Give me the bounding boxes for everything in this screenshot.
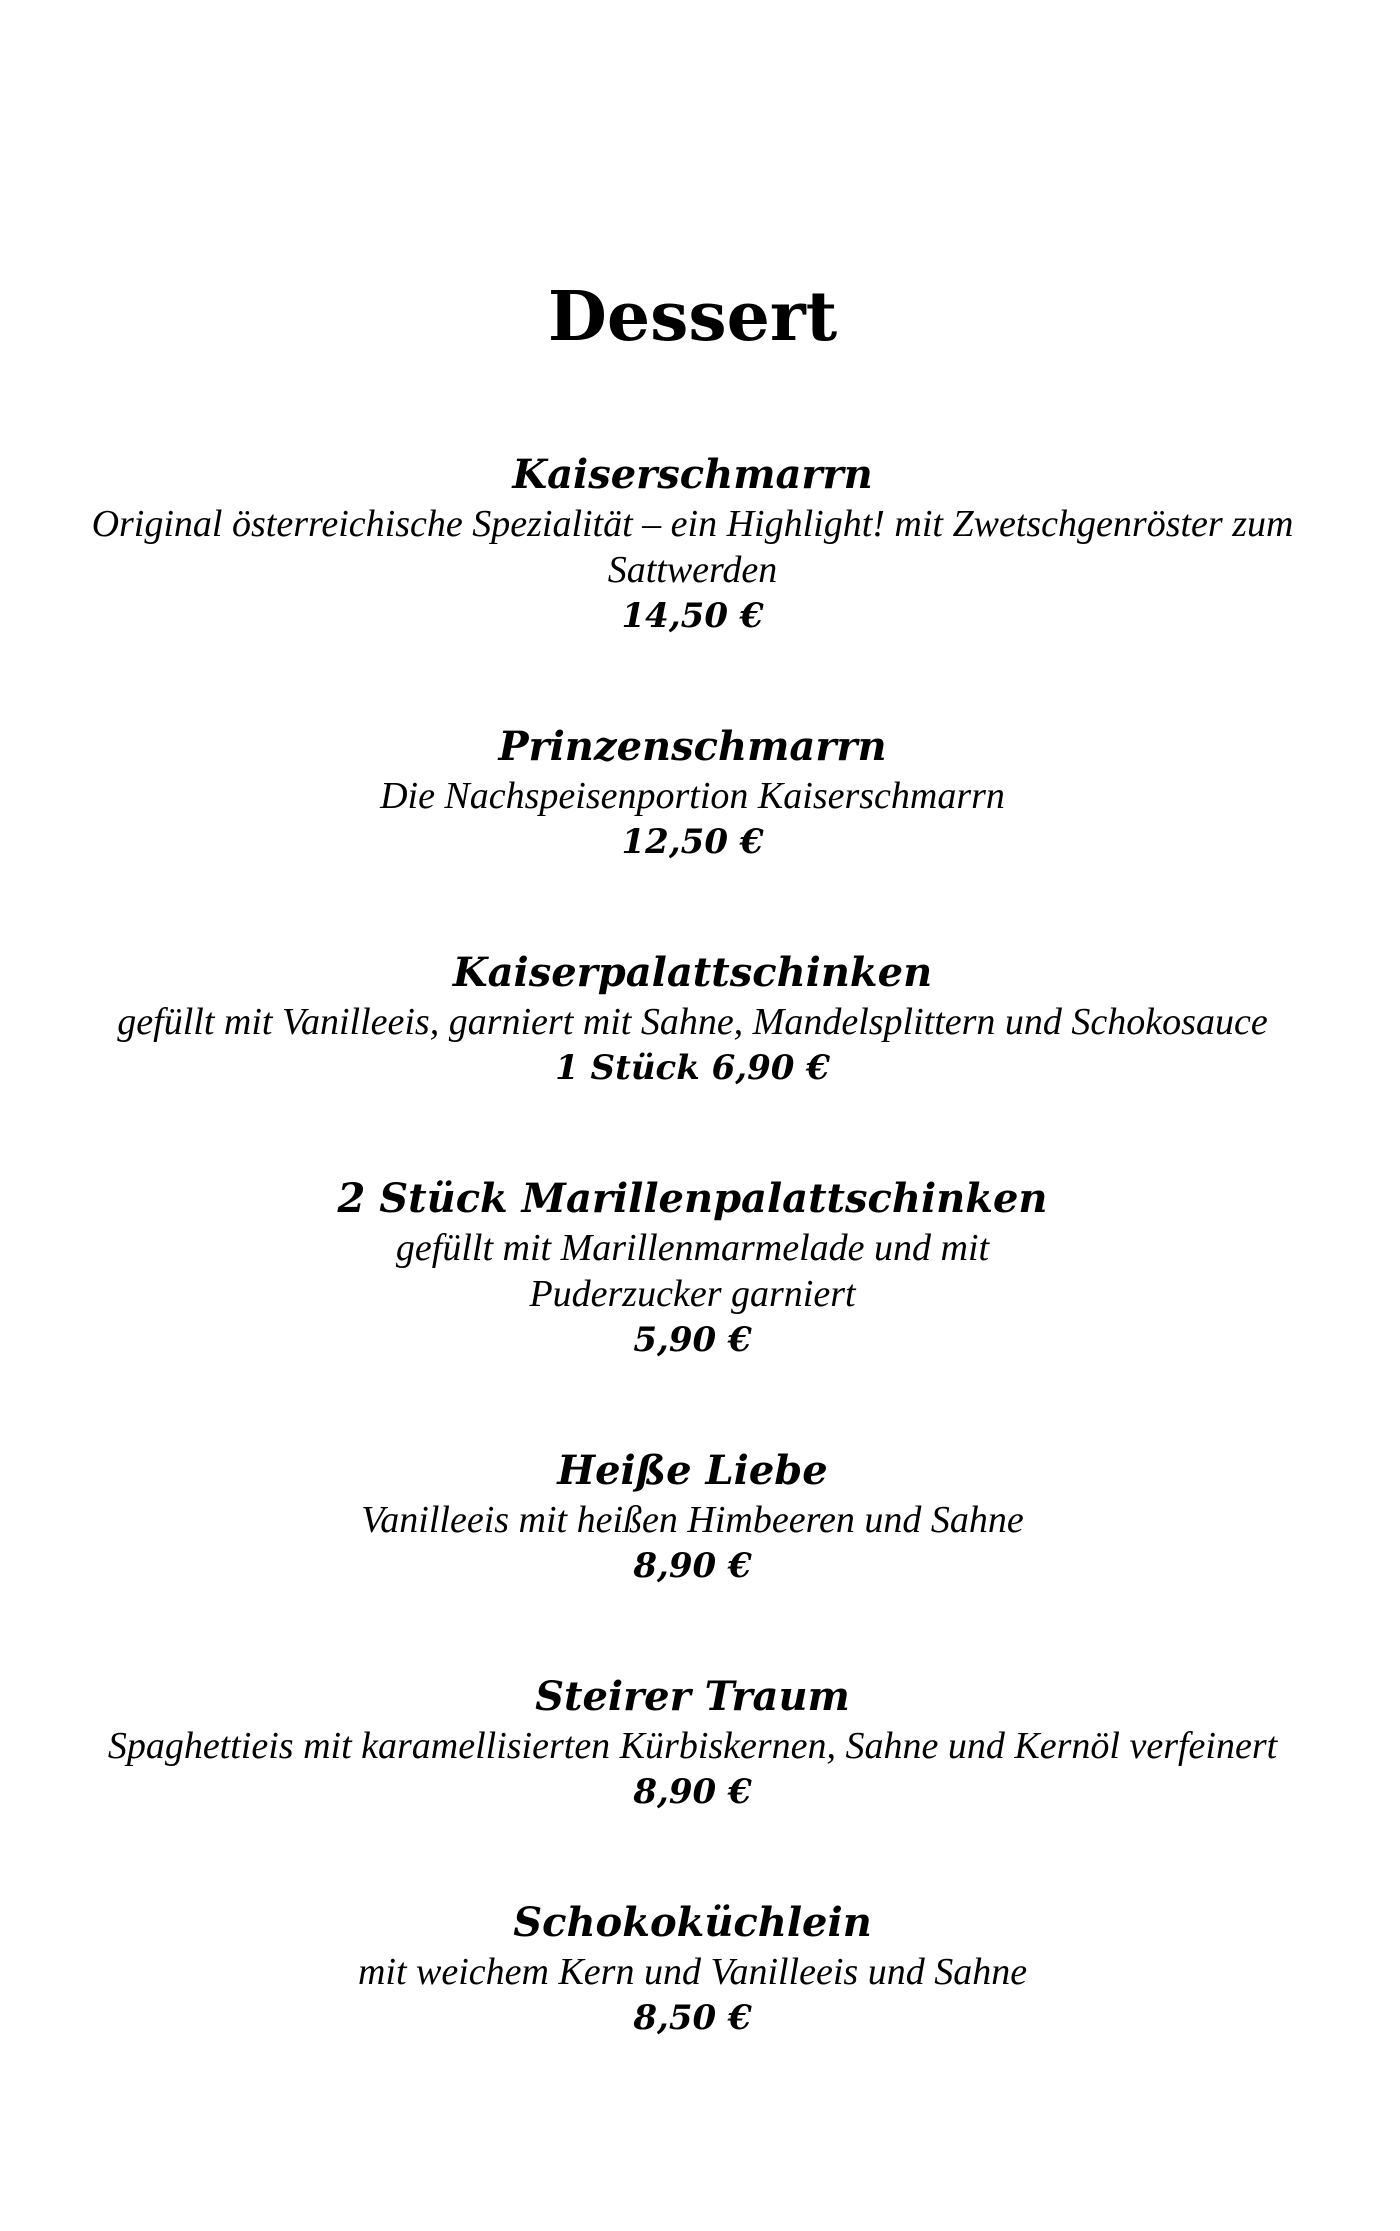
item-description: Spaghettieis mit karamellisierten Kürbiskernen, Sahne und Kernöl verfeinert — [107, 1725, 1278, 1767]
menu-item-prinzenschmarrn — [0, 720, 1385, 865]
item-description: Original österreichische Spezialität – ein Highlight! mit Zwetschgenröster zum Sattwerden — [91, 503, 1294, 591]
page-title: Dessert — [547, 277, 838, 357]
item-price: 1 Stück 6,90 € — [555, 1048, 830, 1088]
item-name: Steirer Traum — [535, 1673, 850, 1720]
dessert-menu — [0, 448, 1385, 2122]
item-price: 12,50 € — [621, 822, 764, 862]
item-name: Kaiserschmarrn — [512, 451, 873, 498]
item-description: gefüllt mit Marillenmarmelade und mit Puderzucker garniert — [395, 1227, 990, 1315]
item-price: 8,50 € — [633, 1998, 752, 2038]
item-name: Schokoküchlein — [513, 1899, 872, 1946]
menu-item-heisse-liebe — [0, 1444, 1385, 1589]
item-name: Kaiserpalattschinken — [452, 949, 933, 996]
item-description: gefüllt mit Vanilleeis, garniert mit Sahne, Mandelsplittern und Schokosauce — [117, 1001, 1268, 1043]
item-price: 14,50 € — [621, 596, 764, 636]
item-price: 5,90 € — [633, 1320, 752, 1360]
menu-item-steirer-traum — [0, 1670, 1385, 1815]
item-name: Heiße Liebe — [557, 1447, 828, 1494]
item-description: Die Nachspeisenportion Kaiserschmarrn — [380, 775, 1005, 817]
item-description: Vanilleeis mit heißen Himbeeren und Sahne — [361, 1499, 1024, 1541]
menu-item-kaiserschmarrn — [0, 448, 1385, 639]
item-name: Prinzenschmarrn — [498, 723, 887, 770]
menu-item-kaiserpalattschinken — [0, 946, 1385, 1091]
item-price: 8,90 € — [633, 1546, 752, 1586]
menu-item-schokokuechlein — [0, 1896, 1385, 2041]
item-description: mit weichem Kern und Vanilleeis und Sahne — [357, 1951, 1028, 1993]
item-price: 8,90 € — [633, 1772, 752, 1812]
item-name: 2 Stück Marillenpalattschinken — [337, 1175, 1048, 1222]
menu-item-marillenpalattschinken — [0, 1172, 1385, 1363]
